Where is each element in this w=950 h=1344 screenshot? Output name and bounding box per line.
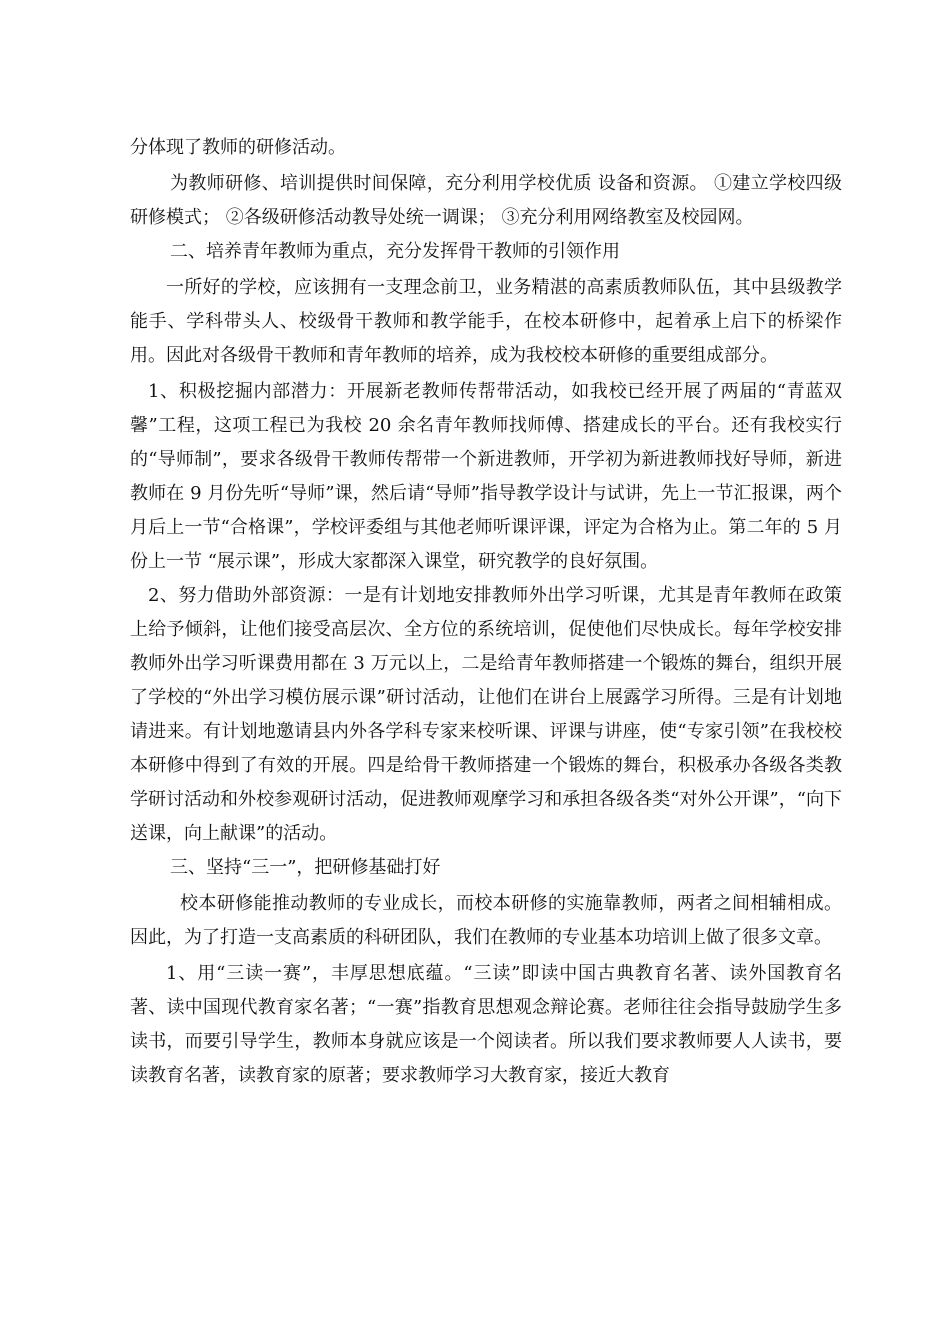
section-heading-2: 二、培养青年教师为重点，充分发挥骨干教师的引领作用 (170, 241, 620, 262)
document-body (130, 131, 842, 1093)
section-heading-3: 三、坚持“三一”，把研修基础打好 (170, 857, 441, 878)
paragraph-teacher-team: 一所好的学校，应该拥有一支理念前卫，业务精湛的高素质教师队伍，其中县级教学能手、学科带头人、校级骨干教师和教学能手，在校本研修中，起着承上启下的桥梁作用。因此对各级骨干教师和青年教师的培养，成为我校校本研修的重要组成部分。 (130, 277, 842, 366)
paragraph-time-guarantee: 为教师研修、培训提供时间保障，充分利用学校优质 设备和资源。 ①建立学校四级研修模式； ②各级研修活动教导处统一调课； ③充分利用网络教室及校园网。 (130, 173, 842, 228)
paragraph-continuation: 分体现了教师的研修活动。 (130, 137, 346, 158)
paragraph-three-reads: 1、用“三读一赛”，丰厚思想底蕴。“三读”即读中国古典教育名著、读外国教育名著、读中国现代教育家名著；“一赛”指教育思想观念辩论赛。老师往往会指导鼓励学生多读书，而要引导学生，教师本身就应该是一个阅读者。所以我们要求教师要人人读书，要读教育名著，读教育家的原著；要求教师学习大教育家，接近大教育 (130, 963, 842, 1086)
paragraph-external-resources: 2、努力借助外部资源：一是有计划地安排教师外出学习听课，尤其是青年教师在政策上给予倾斜，让他们接受高层次、全方位的系统培训，促使他们尽快成长。每年学校安排教师外出学习听课费用都在 3 万元以上，二是给青年教师搭建一个锻炼的舞台，组织开展了学校的“外出学习模仿展示课”研讨活动，让他们在讲台上展露学习所得。三是有计划地请进来。有计划地邀请县内外各学科专家来校听课、评课与讲座，使“专家引领”在我校校本研修中得到了有效的开展。四是给骨干教师搭建一个锻炼的舞台，积极承办各级各类教学研讨活动和外校参观研讨活动，促进教师观摩学习和承担各级各类“对外公开课”，“向下送课，向上献课”的活动。 (130, 585, 842, 844)
paragraph-professional-growth: 校本研修能推动教师的专业成长，而校本研修的实施靠教师，两者之间相辅相成。因此，为了打造一支高素质的科研团队，我们在教师的专业基本功培训上做了很多文章。 (130, 893, 842, 948)
paragraph-internal-potential: 1、积极挖掘内部潜力：开展新老教师传帮带活动，如我校已经开展了两届的“青蓝双馨”工程，这项工程已为我校 20 余名青年教师找师傅、搭建成长的平台。还有我校实行的“导师制”，要求各级骨干教师传帮带一个新进教师，开学初为新进教师找好导师，新进教师在 9 月份先听“导师”课，然后请“导师”指导教学设计与试讲，先上一节汇报课，两个月后上一节“合格课”，学校评委组与其他老师听课评课，评定为合格为止。第二年的 5 月份上一节 “展示课”，形成大家都深入课堂，研究教学的良好氛围。 (130, 381, 842, 572)
